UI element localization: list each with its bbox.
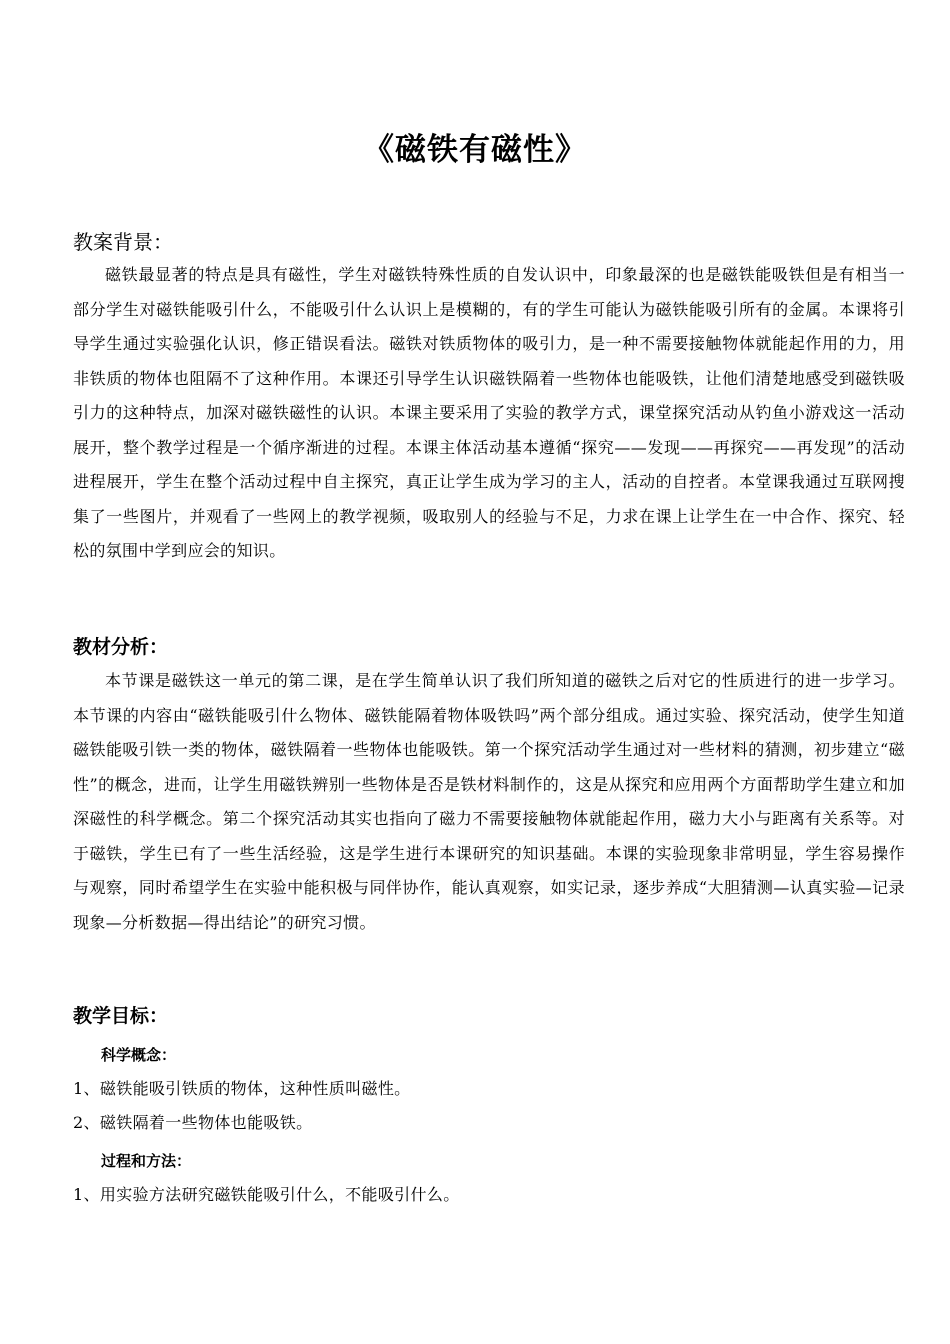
- background-heading: 教案背景：: [73, 230, 173, 254]
- process-item: 1、用实验方法研究磁铁能吸引什么，不能吸引什么。: [73, 1185, 460, 1204]
- document-title: 《磁铁有磁性》: [363, 132, 587, 168]
- background-paragraph: 磁铁最显著的特点是具有磁性，学生对磁铁特殊性质的自发认识中，印象最深的也是磁铁能吸铁但是有相当一部分学生对磁铁能吸引什么，不能吸引什么认识上是模糊的，有的学生可能认为磁铁能吸引所有的金属。本课将引导学生通过实验强化认识，修正错误看法。磁铁对铁质物体的吸引力，是一种不需要接触物体就能起作用的力，用非铁质的物体也阻隔不了这种作用。本课还引导学生认识磁铁隔着一些物体也能吸铁，让他们清楚地感受到磁铁吸引力的这种特点，加深对磁铁磁性的认识。本课主要采用了实验的教学方式，课堂探究活动从钓鱼小游戏这一活动展开，整个教学过程是一个循序渐进的过程。本课主体活动基本遵循“探究——发现——再探究——再发现”的活动进程展开，学生在整个活动过程中自主探究，真正让学生成为学习的主人，活动的自控者。本堂课我通过互联网搜集了一些图片，并观看了一些网上的教学视频，吸取别人的经验与不足，力求在课上让学生在一中合作、探究、轻松的氛围中学到应会的知识。: [73, 265, 905, 560]
- concept-heading: 科学概念：: [101, 1046, 177, 1064]
- concept-item: 2、磁铁隔着一些物体也能吸铁。: [73, 1113, 313, 1132]
- goals-heading: 教学目标：: [73, 1005, 169, 1027]
- concept-item: 1、磁铁能吸引铁质的物体，这种性质叫磁性。: [73, 1079, 411, 1098]
- analysis-heading: 教材分析：: [73, 636, 169, 658]
- analysis-paragraph: 本节课是磁铁这一单元的第二课，是在学生简单认识了我们所知道的磁铁之后对它的性质进行的进一步学习。本节课的内容由“磁铁能吸引什么物体、磁铁能隔着物体吸铁吗”两个部分组成。通过实验、探究活动，使学生知道磁铁能吸引铁一类的物体，磁铁隔着一些物体也能吸铁。第一个探究活动学生通过对一些材料的猜测，初步建立“磁性”的概念，进而，让学生用磁铁辨别一些物体是否是铁材料制作的，这是从探究和应用两个方面帮助学生建立和加深磁性的科学概念。第二个探究活动其实也指向了磁力不需要接触物体就能起作用，磁力大小与距离有关系等。对于磁铁，学生已有了一些生活经验，这是学生进行本课研究的知识基础。本课的实验现象非常明显，学生容易操作与观察，同时希望学生在实验中能积极与同伴协作，能认真观察，如实记录，逐步养成“大胆猜测—认真实验—记录现象—分析数据—得出结论”的研究习惯。: [73, 671, 905, 932]
- process-heading: 过程和方法：: [101, 1152, 192, 1170]
